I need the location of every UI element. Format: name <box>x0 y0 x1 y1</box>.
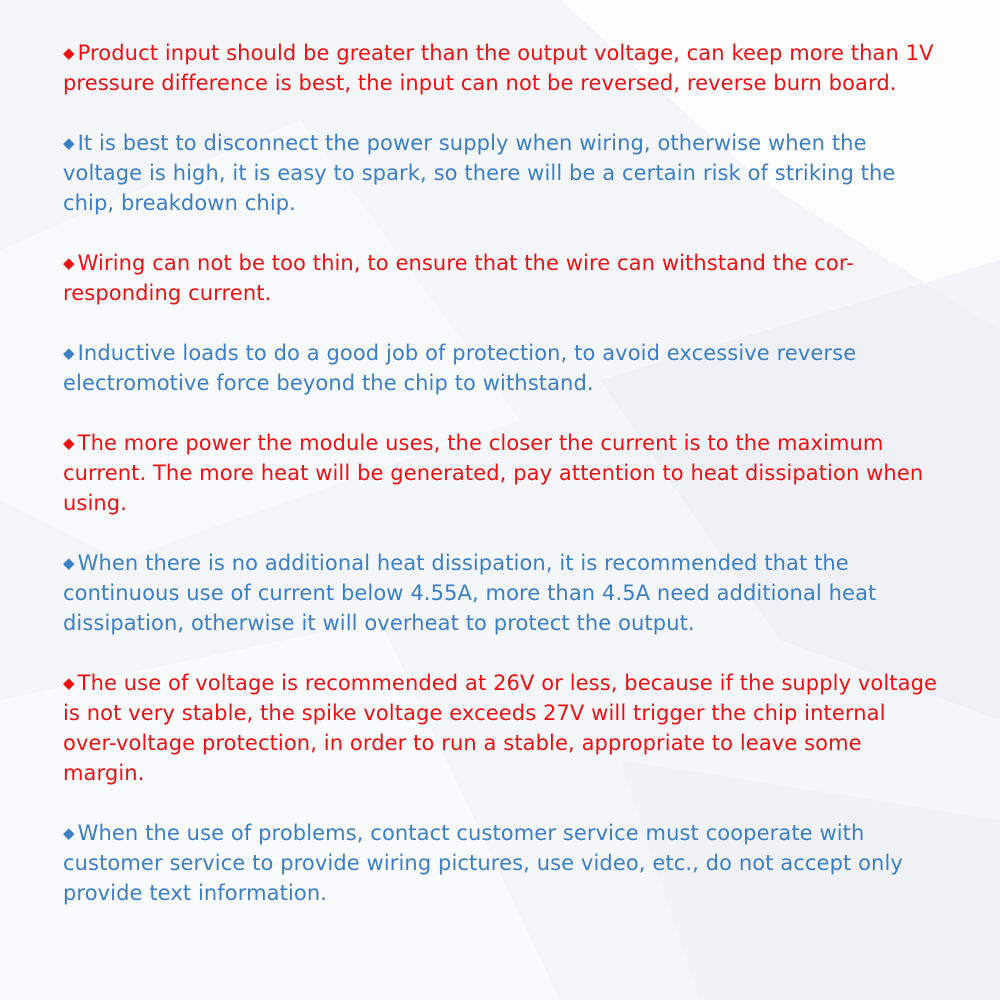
diamond-icon: ◆ <box>63 554 75 572</box>
note-text: It is best to disconnect the power supply when wiring, otherwise when the voltage is high, it is easy to spark, so there will be a certain risk of striking the chip, breakdown chip. <box>63 131 896 215</box>
diamond-icon: ◆ <box>63 254 75 272</box>
diamond-icon: ◆ <box>63 434 75 452</box>
diamond-icon: ◆ <box>63 674 75 692</box>
note-text: The use of voltage is recommended at 26V or less, because if the supply voltage is not very stable, the spike voltage exceeds 27V will trigger the chip internal over-voltage protection, in order to run a stable, appropriate to leave some margin. <box>63 671 938 785</box>
note-item-2 <box>63 128 943 218</box>
note-item-8 <box>63 818 943 908</box>
diamond-icon: ◆ <box>63 824 75 842</box>
diamond-icon: ◆ <box>63 134 75 152</box>
note-item-7 <box>63 668 943 788</box>
note-text: Product input should be greater than the output voltage, can keep more than 1V pressure difference is best, the input can not be reversed, reverse burn board. <box>63 41 934 95</box>
note-text: Inductive loads to do a good job of protection, to avoid excessive reverse electromotive force beyond the chip to withstand. <box>63 341 857 395</box>
note-item-6 <box>63 548 943 638</box>
note-text: When there is no additional heat dissipation, it is recommended that the continuous use of current below 4.55A, more than 4.5A need additional heat dissipation, otherwise it will overheat to protect the output. <box>63 551 877 635</box>
note-item-1 <box>63 38 943 98</box>
diamond-icon: ◆ <box>63 44 75 62</box>
notes-list <box>63 38 943 938</box>
note-text: When the use of problems, contact customer service must cooperate with customer service to provide wiring pictures, use video, etc., do not accept only provide text information. <box>63 821 903 905</box>
note-item-3 <box>63 248 943 308</box>
note-item-4 <box>63 338 943 398</box>
note-text: Wiring can not be too thin, to ensure that the wire can withstand the cor-responding current. <box>63 251 854 305</box>
note-text: The more power the module uses, the closer the current is to the maximum current. The more heat will be generated, pay attention to heat dissipation when using. <box>63 431 924 515</box>
note-item-5 <box>63 428 943 518</box>
diamond-icon: ◆ <box>63 344 75 362</box>
